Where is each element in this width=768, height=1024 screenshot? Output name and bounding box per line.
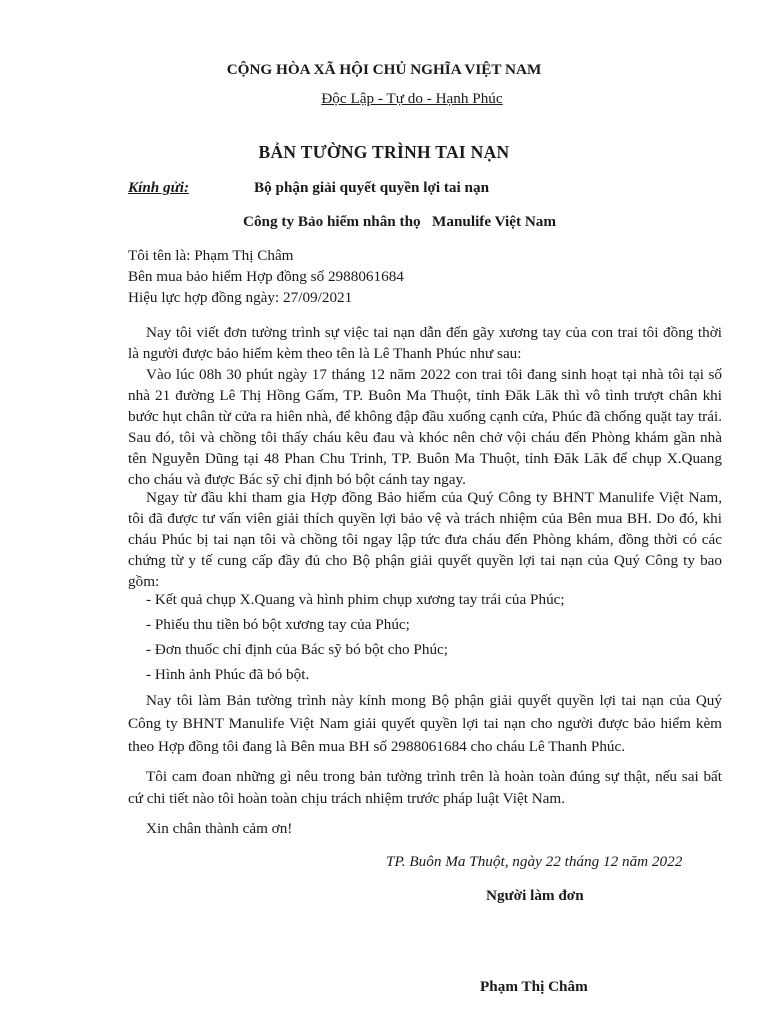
document-list-item: - Phiếu thu tiền bó bột xương tay của Phúc;	[146, 616, 410, 633]
document-list-item: - Đơn thuốc chỉ định của Bác sỹ bó bột cho Phúc;	[146, 641, 449, 658]
incident-paragraph: Vào lúc 08h 30 phút ngày 17 tháng 12 năm 2022 con trai tôi đang sinh hoạt tại nhà tôi tại số nhà 21 đường Lê Thị Hồng Gấm, TP. Buôn Ma Thuột, tỉnh Đăk Lăk thì vô tình trượt chân khi bước hụt chân từ cửa ra hiên nhà, để không đập đầu xuống cạnh cửa, Phúc đã chống quặt tay trái. Sau đó, tôi và chồng tôi thấy cháu kêu đau và khóc nên chở vội cháu đến Phòng khám gần nhà tên Nguyễn Dũng tại 48 Phan Chu Trinh, TP. Buôn Ma Thuột, tỉnh Đăk Lăk để chụp X.Quang cho cháu và được Bác sỹ chỉ định bó bột cánh tay ngay.	[128, 366, 722, 488]
recipient-label: Kính gửi:	[128, 179, 190, 196]
intro-paragraph: Nay tôi viết đơn tường trình sự việc tai nạn dẫn đến gãy xương tay của con trai tôi đồng thời là người được bảo hiểm kèm theo tên là Lê Thanh Phúc như sau:	[128, 324, 722, 362]
recipient-department: Bộ phận giải quyết quyền lợi tai nạn	[254, 179, 490, 196]
motto	[28, 88, 768, 109]
info-effective-date: Hiệu lực hợp đồng ngày: 27/09/2021	[128, 289, 353, 306]
national-title: CỘNG HÒA XÃ HỘI CHỦ NGHĨA VIỆT NAM	[226, 61, 542, 78]
signature-role: Người làm đơn	[486, 887, 584, 904]
motto-text: Độc Lập - Tự do - Hạnh Phúc	[321, 90, 503, 107]
thanks-line: Xin chân thành cảm ơn!	[146, 820, 293, 837]
request-block	[128, 689, 722, 758]
request-paragraph: Nay tôi làm Bản tường trình này kính mong Bộ phận giải quyết quyền lợi tai nạn của Quý Công ty BHNT Manulife Việt Nam giải quyết quyền lợi tai nạn cho người được bảo hiểm kèm theo Hợp đồng tôi đang là Bên mua BH số 2988061684 cho cháu Lê Thanh Phúc.	[128, 692, 722, 755]
signature-place-date: TP. Buôn Ma Thuột, ngày 22 tháng 12 năm 2022	[386, 853, 683, 870]
participation-paragraph: Ngay từ đầu khi tham gia Hợp đồng Bảo hiểm của Quý Công ty BHNT Manulife Việt Nam, tôi đã được tư vấn viên giải thích quyền lợi bảo vệ và trách nhiệm của Bên mua BH. Do đó, khi cháu Phúc bị tai nạn tôi và chồng tôi ngay lập tức đưa cháu đến Phòng khám, đồng thời có các chứng từ y tế cung cấp đầy đủ cho Bộ phận giải quyết quyền lợi tai nạn của Quý Công ty bao gồm:	[128, 489, 722, 590]
document-list-item: - Hình ảnh Phúc đã bó bột.	[146, 666, 310, 683]
signature-name: Phạm Thị Châm	[480, 978, 588, 995]
body-text	[128, 322, 722, 490]
recipient-company: Công ty Bảo hiểm nhân thọ Manulife Việt Nam	[243, 213, 557, 230]
participation-block	[128, 487, 722, 592]
commitment-paragraph: Tôi cam đoan những gì nêu trong bản tường trình trên là hoàn toàn đúng sự thật, nếu sai bất cứ chi tiết nào tôi hoàn toàn chịu trách nhiệm trước pháp luật Việt Nam.	[128, 768, 722, 807]
document-title: BẢN TƯỜNG TRÌNH TAI NẠN	[258, 142, 510, 162]
info-name: Tôi tên là: Phạm Thị Châm	[128, 247, 294, 264]
document-list-item: - Kết quả chụp X.Quang và hình phim chụp xương tay trái của Phúc;	[146, 591, 565, 608]
commitment-block	[128, 766, 722, 810]
info-contract: Bên mua bảo hiểm Hợp đồng số 2988061684	[128, 268, 404, 285]
